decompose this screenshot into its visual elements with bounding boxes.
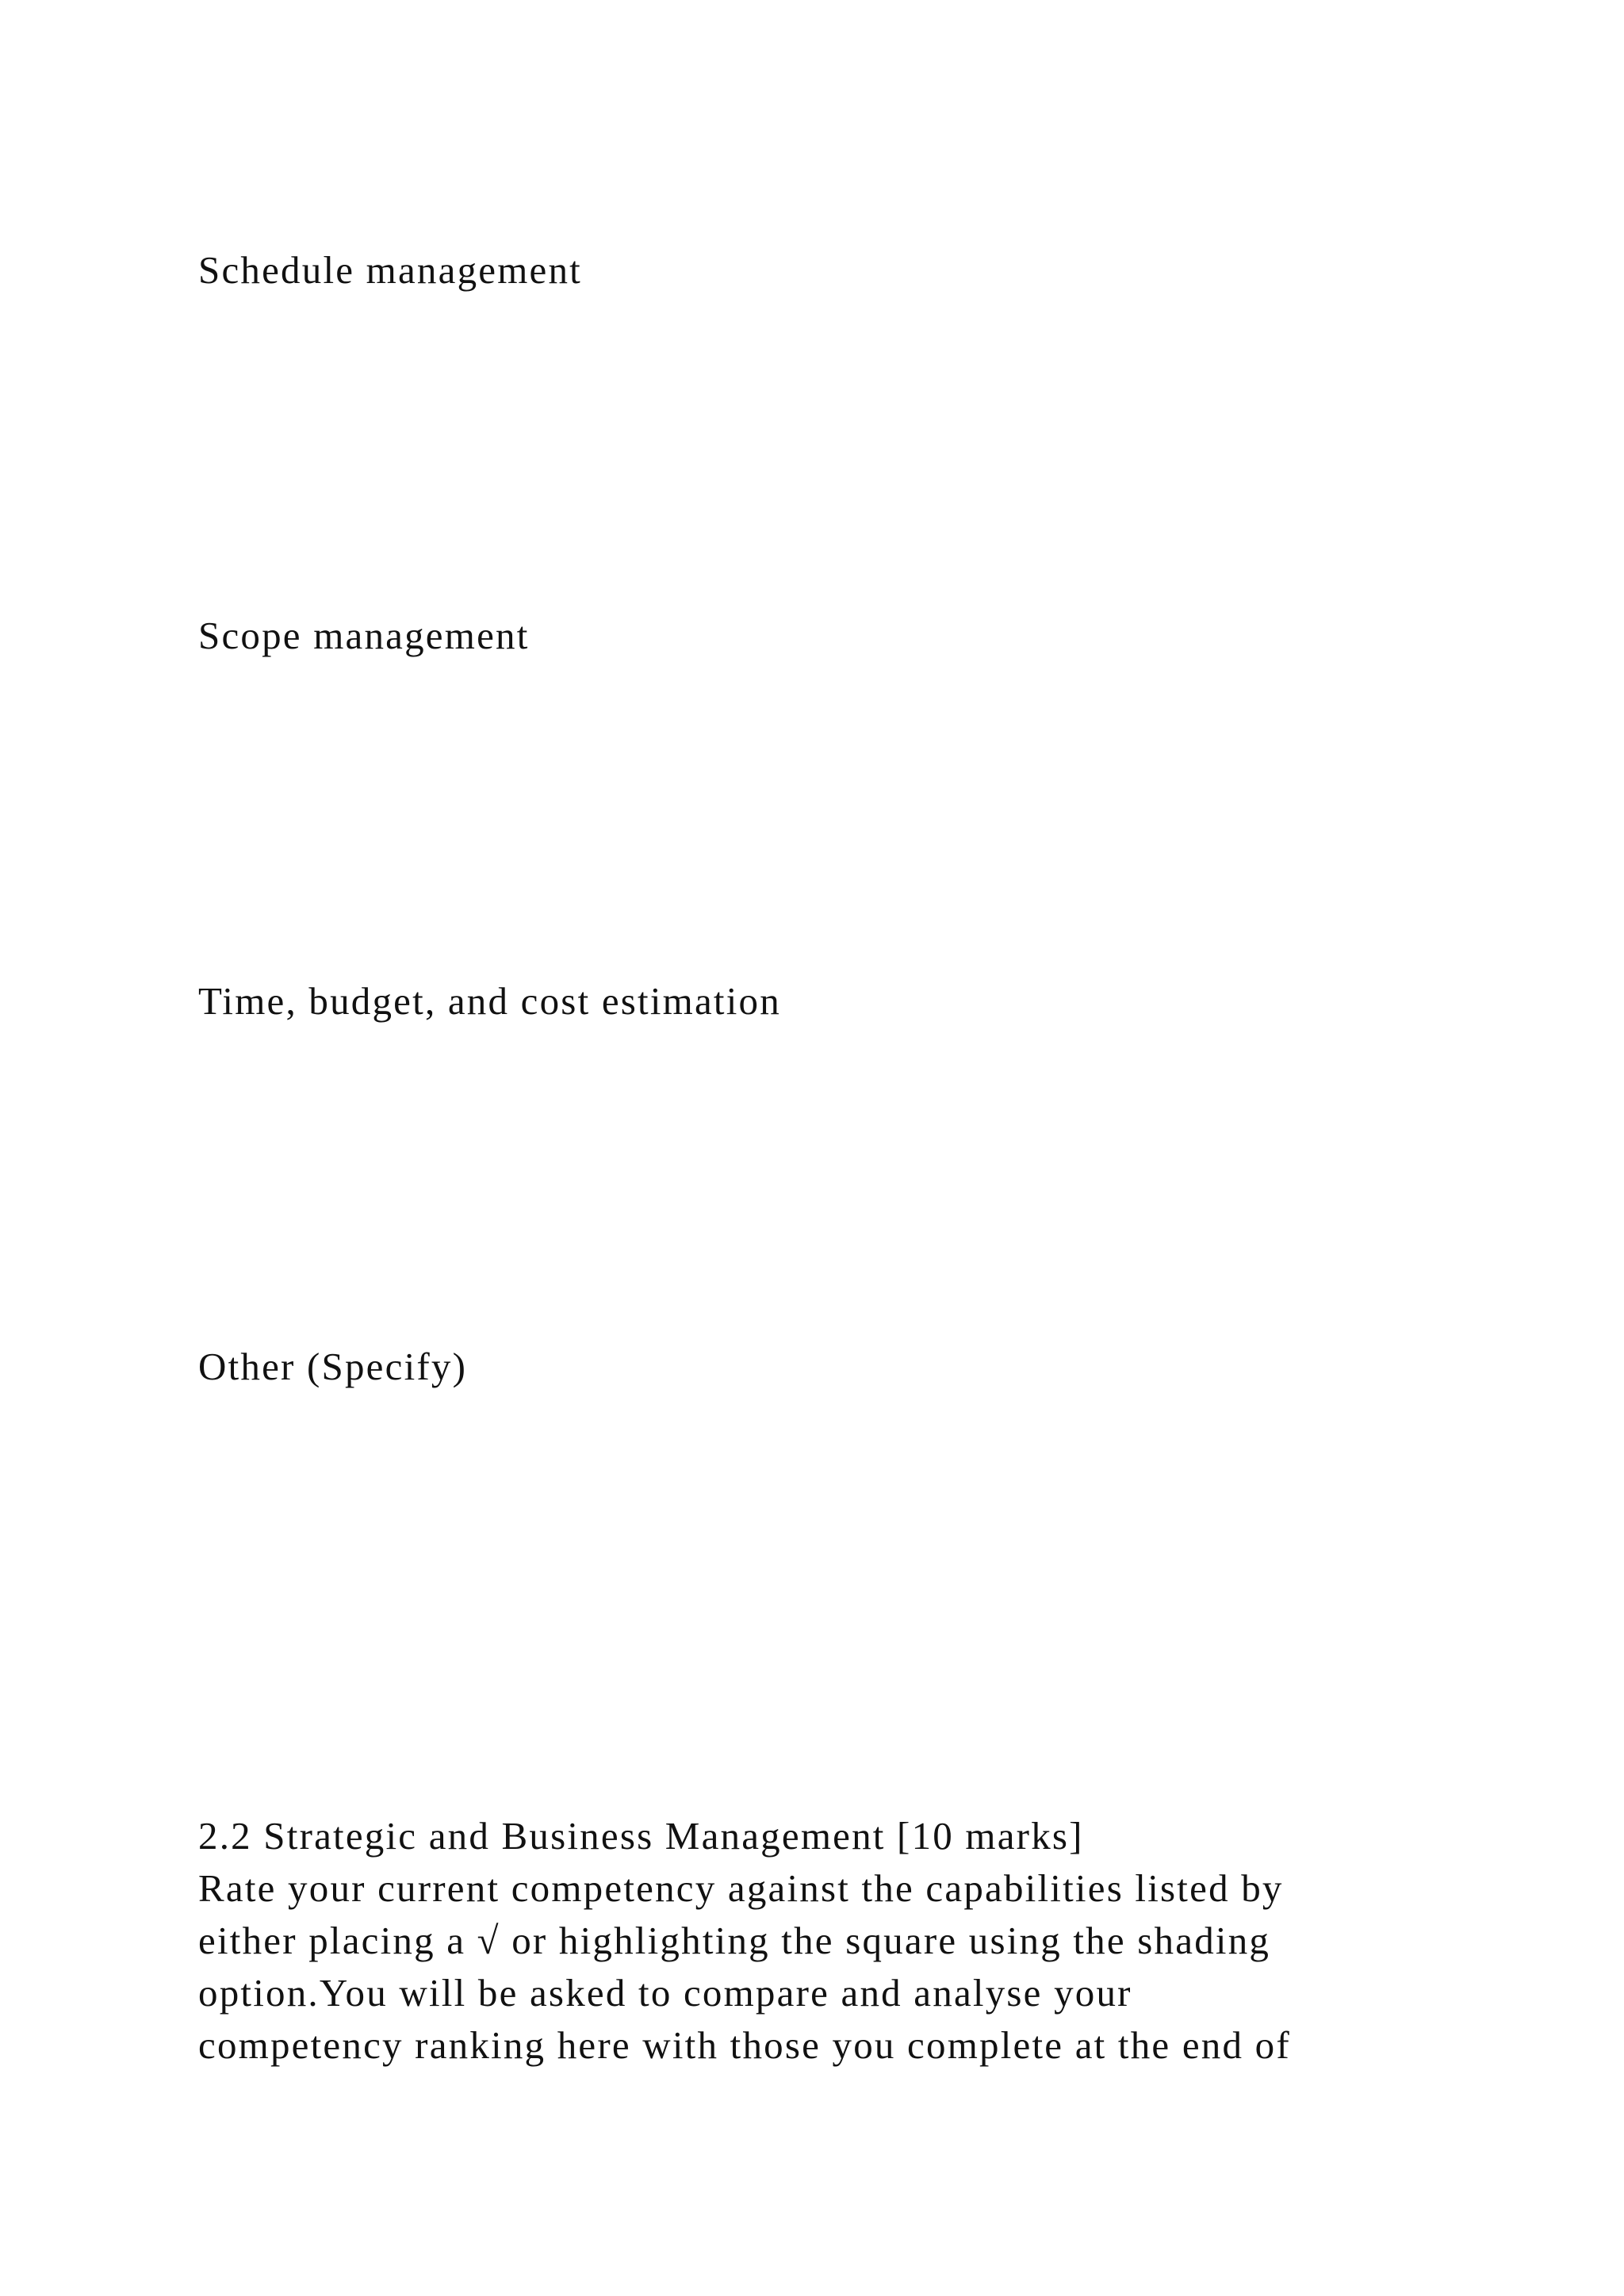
instruction-line: competency ranking here with those you complete at the end of [198,2023,1291,2067]
instruction-line: Rate your current competency against the capabilities listed by [198,1866,1284,1910]
instruction-line: either placing a √ or highlighting the square using the shading [198,1919,1271,1962]
instruction-line: option.You will be asked to compare and analyse your [198,1971,1132,2015]
competency-item-scope-management: Scope management [198,614,530,657]
competency-item-time-budget-cost: Time, budget, and cost estimation [198,979,781,1023]
competency-item-other: Other (Specify) [198,1345,468,1388]
section-heading: 2.2 Strategic and Business Management [10 marks] [198,1814,1084,1858]
competency-item-schedule-management: Schedule management [198,248,582,292]
